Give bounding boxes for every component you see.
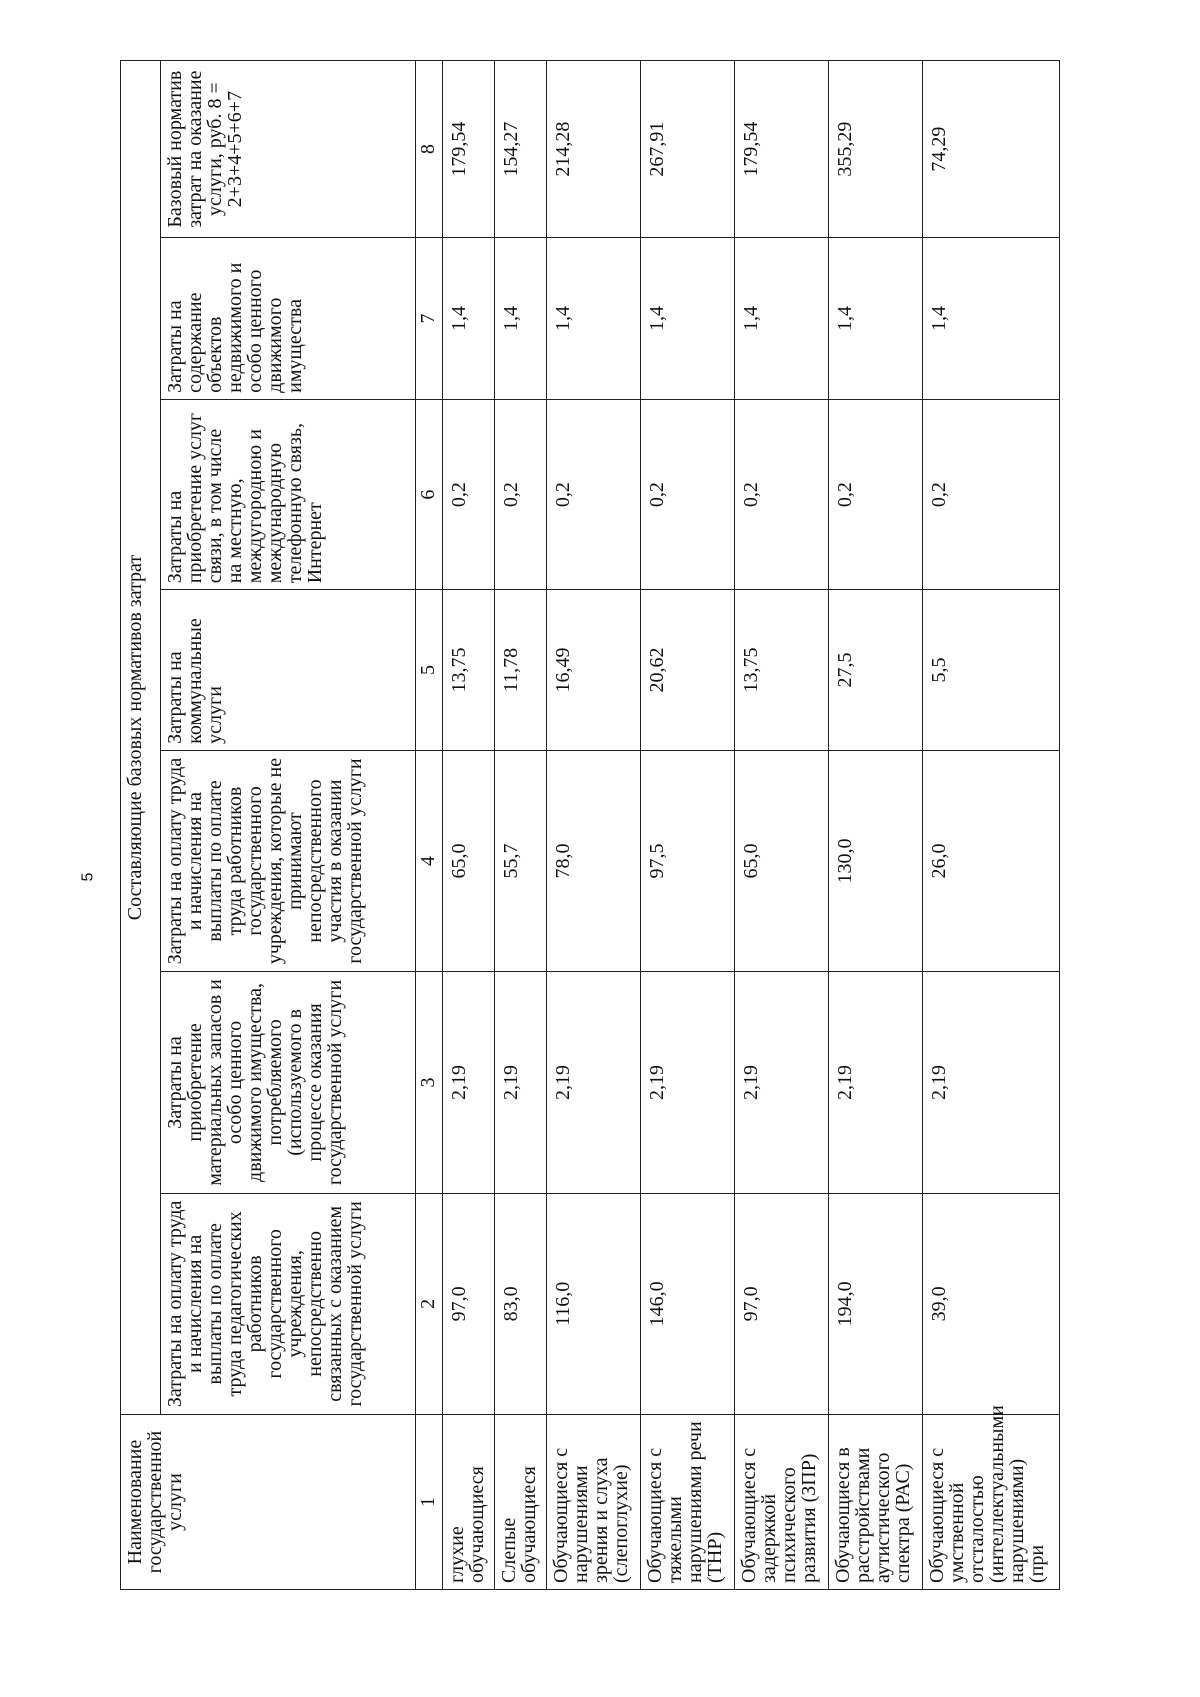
table-cell: 2,19 xyxy=(546,972,640,1193)
table-cell: 1,4 xyxy=(829,238,923,400)
column-header-6: Затраты на приобретение услуг связи, в том числе на местную, междугородною и международную телефонную связь, Интернет xyxy=(161,399,416,589)
table-cell: 39,0 xyxy=(923,1193,1060,1414)
header-cost-group: Составляющие базовых нормативов затрат xyxy=(121,61,161,1415)
table-cell: 2,19 xyxy=(735,972,829,1193)
table-cell: 1,4 xyxy=(494,238,546,400)
table-cell: 2,19 xyxy=(640,972,734,1193)
table-cell: 355,29 xyxy=(829,61,923,238)
column-header-4: Затраты на оплату труда и начисления на выплаты по оплате труда работников государственного учреждения, которые не принимают непосредственного участия в оказании государственной услуги xyxy=(161,750,416,971)
table-cell: 0,2 xyxy=(923,399,1060,589)
table-cell: 146,0 xyxy=(640,1193,734,1414)
column-number: 7 xyxy=(416,238,443,400)
table-row xyxy=(494,61,546,1590)
table-cell: 27,5 xyxy=(829,590,923,751)
table-cell: 55,7 xyxy=(494,750,546,971)
table-cell: 0,2 xyxy=(546,399,640,589)
table-cell: 74,29 xyxy=(923,61,1060,238)
column-header-3: Затраты на приобретение материальных запасов и особо ценного движимого имущества, потребляемого (используемого в процессе оказания государственной услуги xyxy=(161,972,416,1193)
table-cell: 5,5 xyxy=(923,590,1060,751)
column-header-5: Затраты на коммунальные услуги xyxy=(161,590,416,751)
table-cell: 130,0 xyxy=(829,750,923,971)
table-row xyxy=(829,61,923,1590)
table-cell: 65,0 xyxy=(735,750,829,971)
table-cell: 16,49 xyxy=(546,590,640,751)
table-cell: 0,2 xyxy=(640,399,734,589)
table-cell: 2,19 xyxy=(443,972,495,1193)
header-service-name: Наименование государственной услуги xyxy=(121,1415,416,1590)
table-row xyxy=(735,61,829,1590)
table-cell: 13,75 xyxy=(735,590,829,751)
table-cell: 83,0 xyxy=(494,1193,546,1414)
table-cell: 0,2 xyxy=(443,399,495,589)
table-cell: 26,0 xyxy=(923,750,1060,971)
row-name: Обучающиеся с задержкой психического развития (ЗПР) xyxy=(735,1415,829,1590)
column-number-row xyxy=(416,61,443,1590)
table-cell: 0,2 xyxy=(829,399,923,589)
column-header-7: Затраты на содержание объектов недвижимого и особо ценного движимого имущества xyxy=(161,238,416,400)
table-cell: 214,28 xyxy=(546,61,640,238)
table-cell: 11,78 xyxy=(494,590,546,751)
row-name: Обучающиеся с умственной отсталостью (интеллектуальными нарушениями) (при xyxy=(923,1415,1060,1590)
page-number: 5 xyxy=(79,872,97,882)
table-cell: 97,5 xyxy=(640,750,734,971)
table-cell: 97,0 xyxy=(735,1193,829,1414)
table-row xyxy=(443,61,495,1590)
column-number: 5 xyxy=(416,590,443,751)
column-number: 3 xyxy=(416,972,443,1193)
table-cell: 20,62 xyxy=(640,590,734,751)
table-row xyxy=(640,61,734,1590)
rotated-table-container xyxy=(120,60,1060,1590)
table-cell: 1,4 xyxy=(735,238,829,400)
table-cell: 0,2 xyxy=(735,399,829,589)
column-header-2: Затраты на оплату труда и начисления на выплаты по оплате труда педагогических работников государственного учреждения, непосредственно связанных с оказанием государственной услуги xyxy=(161,1193,416,1414)
table-cell: 13,75 xyxy=(443,590,495,751)
column-number: 4 xyxy=(416,750,443,971)
table-cell: 97,0 xyxy=(443,1193,495,1414)
table-cell: 2,19 xyxy=(829,972,923,1193)
table-cell: 1,4 xyxy=(640,238,734,400)
table-cell: 0,2 xyxy=(494,399,546,589)
row-name: Обучающиеся с тяжелыми нарушениями речи (ТНР) xyxy=(640,1415,734,1590)
column-number: 1 xyxy=(416,1415,443,1590)
row-name: глухие обучающиеся xyxy=(443,1415,495,1590)
table-cell: 1,4 xyxy=(443,238,495,400)
table-cell: 65,0 xyxy=(443,750,495,971)
table-cell: 154,27 xyxy=(494,61,546,238)
table-cell: 2,19 xyxy=(923,972,1060,1193)
table-cell: 194,0 xyxy=(829,1193,923,1414)
table-cell: 267,91 xyxy=(640,61,734,238)
cost-norms-table xyxy=(120,60,1060,1590)
table-cell: 2,19 xyxy=(494,972,546,1193)
column-number: 2 xyxy=(416,1193,443,1414)
row-name: Обучающиеся в расстройствами аутистического спектра (РАС) xyxy=(829,1415,923,1590)
row-name: Слепые обучающиеся xyxy=(494,1415,546,1590)
table-cell: 1,4 xyxy=(546,238,640,400)
table-cell: 78,0 xyxy=(546,750,640,971)
table-cell: 179,54 xyxy=(735,61,829,238)
column-number: 6 xyxy=(416,399,443,589)
table-cell: 1,4 xyxy=(923,238,1060,400)
table-row xyxy=(923,61,1060,1590)
table-cell: 116,0 xyxy=(546,1193,640,1414)
column-header-8: Базовый норматив затрат на оказание услуги, руб. 8 = 2+3+4+5+6+7 xyxy=(161,61,416,238)
table-row xyxy=(546,61,640,1590)
column-number: 8 xyxy=(416,61,443,238)
row-name: Обучающиеся с нарушениями зрения и слуха (слепоглухие) xyxy=(546,1415,640,1590)
table-cell: 179,54 xyxy=(443,61,495,238)
